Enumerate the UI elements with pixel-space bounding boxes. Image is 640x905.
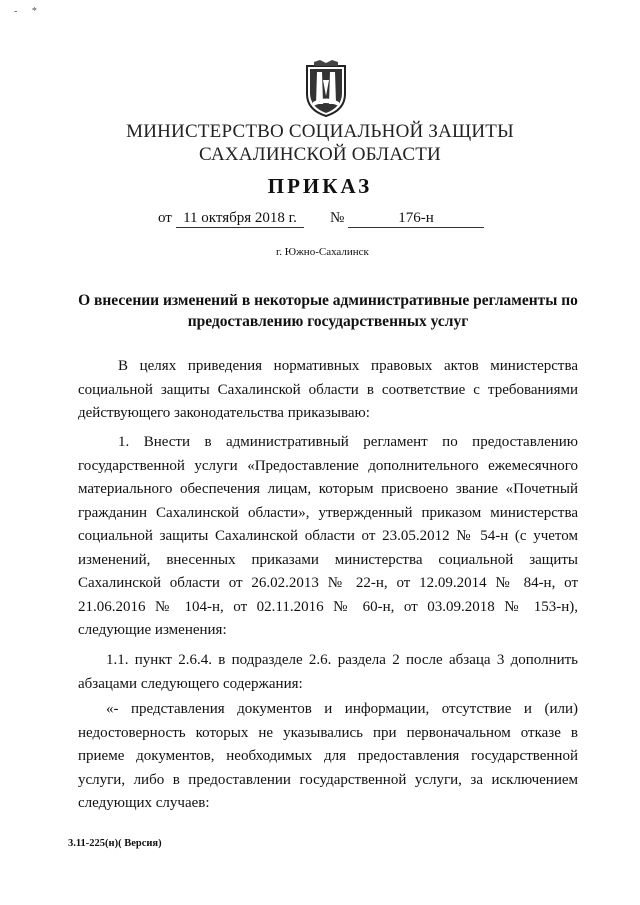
paragraph-quote: «- представления документов и информации, отсутствие и (или) недостоверность которых не указывались при первоначальном отказе в приеме документов, необходимых для предоставления государственной услуги, либо в предоставлении государственной услуги, за исключением следующих случаев: xyxy=(78,701,578,811)
order-number-label: № xyxy=(330,210,345,226)
city: г. Южно-Сахалинск xyxy=(276,246,369,258)
paragraph-item-1: 1. Внести в административный регламент по предоставлению государственной услуги «Предоставление дополнительного ежемесячного материального обеспечения лицам, которым присвоено звание «Почетный гражданин Сахалинской области», утвержденный приказом министерства социальной защиты Сахалинской области от 23.05.2012 № 54-н (с учетом изменений, внесенных приказами министерства социальной защиты Сахалинской области от 26.02.2013 № 22-н, от 12.09.2014 № 84-н, от 21.06.2016 № 104-н, от 02.11.2016 № 60-н, от 03.09.2018 № 153-н), следующие изменения: xyxy=(78,434,578,638)
footer-version: 3.11-225(н)( Версия) xyxy=(68,838,162,849)
corner-mark: - * xyxy=(14,6,43,17)
order-number: 176-н xyxy=(348,210,484,228)
ministry-line-2: САХАЛИНСКОЙ ОБЛАСТИ xyxy=(199,144,441,165)
coat-of-arms-icon xyxy=(304,60,348,118)
order-from-label: от xyxy=(158,210,172,226)
ministry-line-1: МИНИСТЕРСТВО СОЦИАЛЬНОЙ ЗАЩИТЫ xyxy=(126,121,514,142)
order-subject: О внесении изменений в некоторые административные регламенты по предоставлению государственных услуг xyxy=(78,292,578,330)
paragraph-item-1-1: 1.1. пункт 2.6.4. в подразделе 2.6. раздела 2 после абзаца 3 дополнить абзацами следующего содержания: xyxy=(78,652,578,692)
order-title: ПРИКАЗ xyxy=(267,174,373,198)
ministry-name xyxy=(0,120,640,166)
order-date: 11 октября 2018 г. xyxy=(176,210,304,228)
paragraph-preamble: В целях приведения нормативных правовых актов министерства социальной защиты Сахалинской области в соответствие с требованиями действующего законодательства приказываю: xyxy=(78,358,578,421)
